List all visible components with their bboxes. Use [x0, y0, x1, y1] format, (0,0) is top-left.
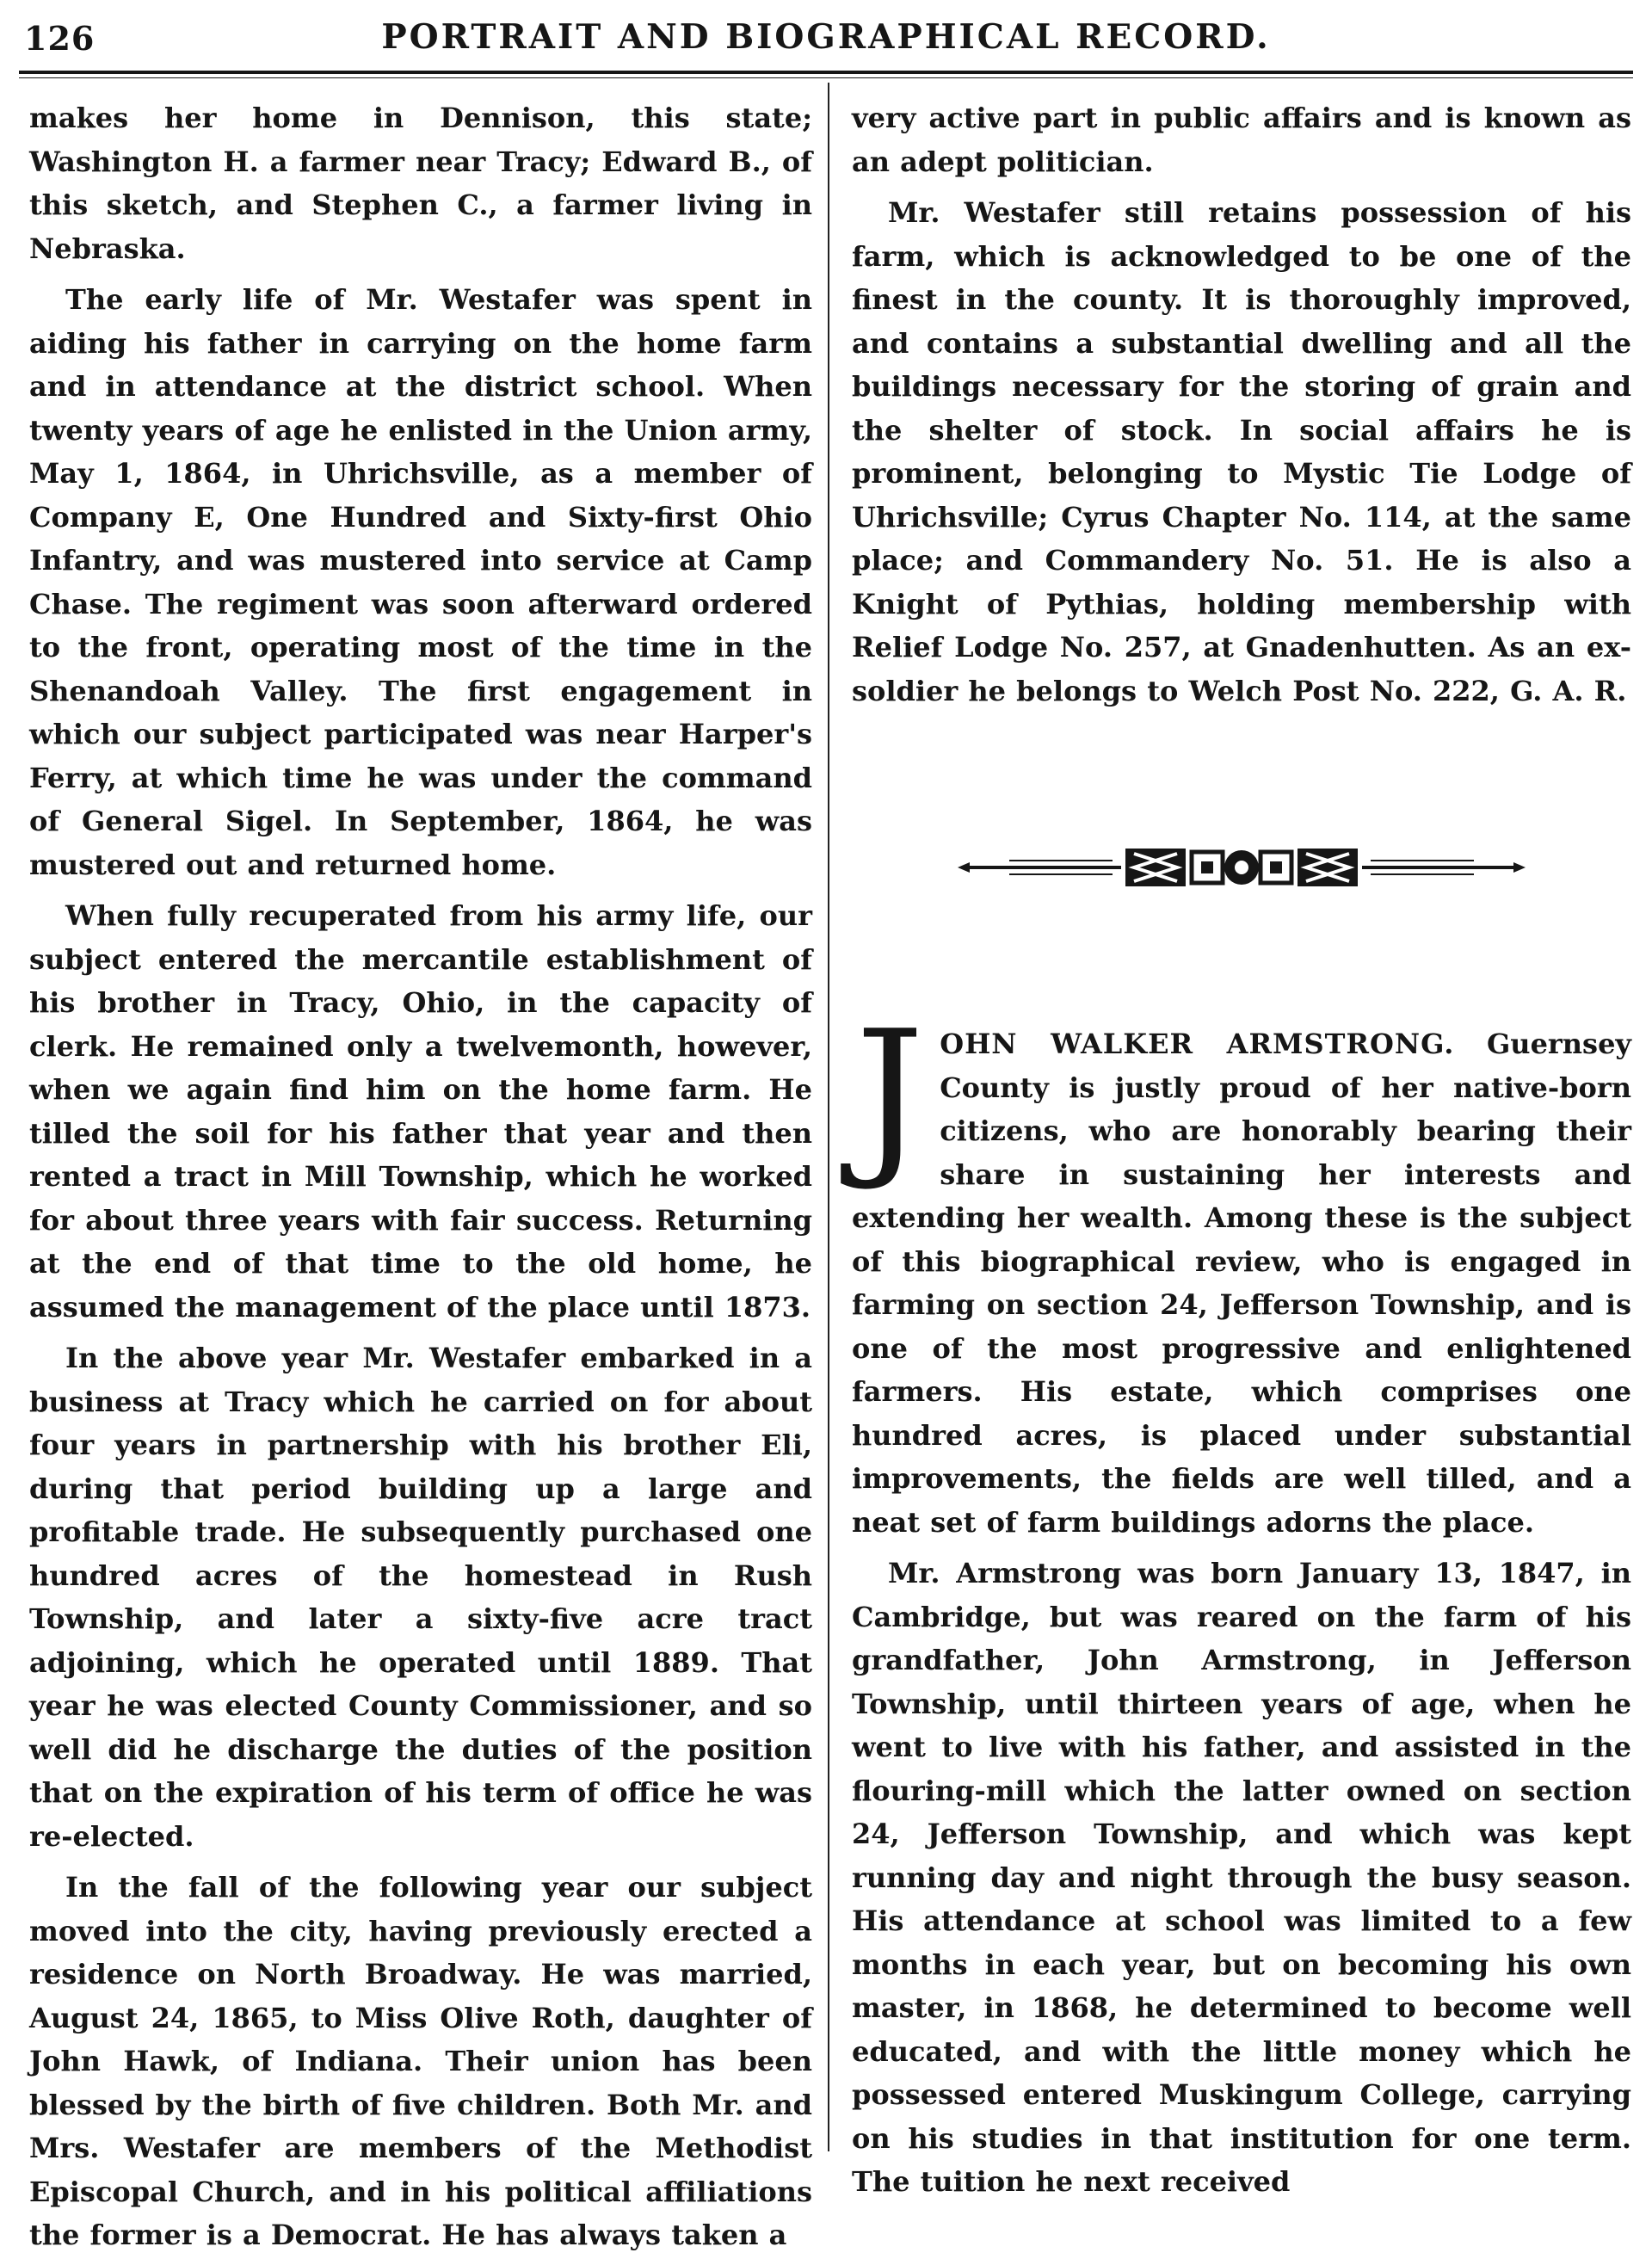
page-number: 126: [24, 19, 96, 58]
running-title: PORTRAIT AND BIOGRAPHICAL RECORD.: [381, 17, 1271, 57]
paragraph: Mr. Armstrong was born January 13, 1847, in Cambridge, but was reared on the farm of his grandfather, John Armstrong, in Jefferson Township, until thirteen years of age, when he went to live with his father, and assisted in the flouring-mill which the latter owned on section 24, Jefferson Township, and which was kept running day and night through the busy season. His attendance at school was limited to a few months in each year, but on becoming his own master, in 1868, he determined to become well educated, and with the little money which he possessed entered Muskingum College, carrying on his studies in that institution for one term. The tuition he next received: [852, 1557, 1631, 2198]
paragraph: makes her home in Dennison, this state; Washington H. a farmer near Tracy; Edward B., of this sketch, and Stephen C., a farmer living in Nebraska.: [29, 102, 812, 265]
column-divider: [828, 83, 829, 2151]
paragraph: When fully recuperated from his army life, our subject entered the mercantile establishment of his brother in Tracy, Ohio, in the capacity of clerk. He remained only a twelvemonth, however, when we again find him on the home farm. He tilled the soil for his father that year and then rented a tract in Mill Township, which he worked for about three years with fair success. Returning at the end of that time to the old home, he assumed the management of the place until 1873.: [29, 899, 812, 1324]
page-header: [19, 0, 1633, 69]
ornamental-divider-icon: [958, 842, 1526, 893]
biography-intro: [852, 994, 1632, 1544]
biography-name: OHN WALKER ARMSTRONG.: [940, 1028, 1455, 1060]
paragraph: Mr. Westafer still retains possession of his farm, which is acknowledged to be one of the finest in the county. It is thoroughly improved, and contains a substantial dwelling and all the buildings necessary for the storing of grain and the shelter of stock. In social affairs he is prominent, belonging to Mystic Tie Lodge of Uhrichsville; Cyrus Chapter No. 114, at the same place; and Commandery No. 51. He is also a Knight of Pythias, holding membership with Relief Lodge No. 257, at Gnadenhutten. As an ex-soldier he belongs to Welch Post No. 222, G. A. R.: [852, 196, 1631, 707]
left-column: [29, 96, 812, 2265]
paragraph: In the fall of the following year our subject moved into the city, having previously erected a residence on North Broadway. He was married, August 24, 1865, to Miss Olive Roth, daughter of John Hawk, of Indiana. Their union has been blessed by the birth of five children. Both Mr. and Mrs. Westafer are members of the Methodist Episcopal Church, and in his political affiliations the former is a Democrat. He has always taken a: [29, 1871, 812, 2251]
drop-cap: J: [855, 994, 925, 1194]
paragraph: The early life of Mr. Westafer was spent in aiding his father in carrying on the home farm and in attendance at the district school. When twenty years of age he enlisted in the Union army, May 1, 1864, in Uhrichsville, as a member of Company E, One Hundred and Sixty-first Ohio Infantry, and was mustered into service at Camp Chase. The regiment was soon afterward ordered to the front, operating most of the time in the Shenandoah Valley. The first engagement in which our subject participated was near Harper's Ferry, at which time he was under the command of General Sigel. In September, 1864, he was mustered out and returned home.: [29, 283, 812, 881]
paragraph: In the above year Mr. Westafer embarked in a business at Tracy which he carried on for about four years in partnership with his brother Eli, during that period building up a large and profitable trade. He subsequently purchased one hundred acres of the homestead in Rush Township, and later a sixty-five acre tract adjoining, which he operated until 1889. That year he was elected County Commissioner, and so well did he discharge the duties of the position that on the expiration of his term of office he was re-elected.: [29, 1342, 812, 1853]
header-rule-thick: [19, 71, 1633, 74]
biography-section: [852, 994, 1632, 2204]
header-rule-thin: [19, 77, 1633, 78]
paragraph: very active part in public affairs and is known as an adept politician.: [852, 102, 1631, 178]
right-column: [852, 96, 1631, 2212]
biography-intro-text: Guernsey County is justly proud of her native-born citizens, who are honorably bearing their share in sustaining her interests and extending her wealth. Among these is the subject of this biographical review, who is engaged in farming on section 24, Jefferson Township, and is one of the most progressive and enlightened farmers. His estate, which comprises one hundred acres, is placed under substantial improvements, the fields are well tilled, and a neat set of farm buildings adorns the place.: [852, 1028, 1632, 1539]
